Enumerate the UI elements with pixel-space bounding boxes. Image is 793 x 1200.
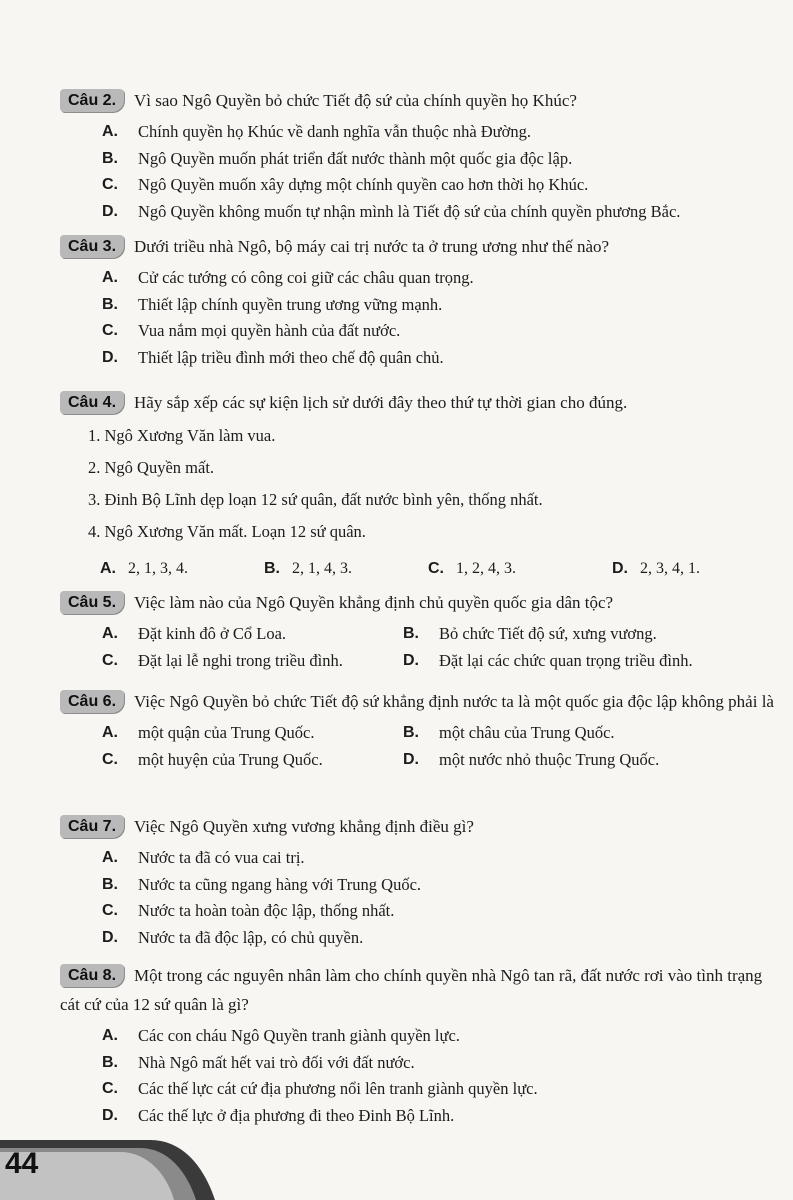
option-text: Chính quyền họ Khúc về danh nghĩa vẫn thuộc nhà Đường. bbox=[138, 122, 531, 141]
option-letter: B. bbox=[102, 149, 118, 167]
page-number-tab-shape bbox=[0, 1130, 260, 1200]
option-b[interactable] bbox=[60, 146, 779, 173]
option-text: Vua nắm mọi quyền hành của đất nước. bbox=[138, 321, 401, 340]
option-letter: C. bbox=[102, 750, 118, 768]
list-item: 4. Ngô Xương Văn mất. Loạn 12 sứ quân. bbox=[88, 522, 366, 541]
option-a[interactable] bbox=[60, 720, 403, 747]
option-letter: A. bbox=[102, 269, 118, 286]
question-5 bbox=[60, 588, 779, 674]
question-label: Câu 7. bbox=[60, 815, 124, 838]
option-c[interactable] bbox=[60, 898, 779, 925]
option-letter: C. bbox=[102, 176, 118, 193]
list-item: 3. Đinh Bộ Lĩnh dẹp loạn 12 sứ quân, đất nước bình yên, thống nhất. bbox=[88, 490, 543, 509]
option-text: 2, 1, 4, 3. bbox=[292, 560, 352, 577]
option-list bbox=[60, 1023, 779, 1129]
question-8 bbox=[60, 961, 779, 1129]
question-label: Câu 2. bbox=[60, 89, 124, 112]
option-letter: A. bbox=[102, 849, 118, 866]
option-list bbox=[60, 119, 779, 225]
option-letter: A. bbox=[102, 625, 118, 642]
option-list bbox=[60, 845, 779, 951]
option-letter: C. bbox=[102, 902, 118, 919]
option-text: một châu của Trung Quốc. bbox=[439, 723, 615, 742]
option-letter: D. bbox=[612, 560, 628, 577]
option-letter: B. bbox=[403, 625, 419, 642]
option-letter: D. bbox=[102, 202, 118, 220]
question-text: Việc Ngô Quyền bỏ chức Tiết độ sứ khẳng định nước ta là một quốc gia độc lập không phải là bbox=[134, 692, 774, 711]
option-d[interactable] bbox=[60, 345, 779, 372]
option-text: Ngô Quyền muốn phát triển đất nước thành một quốc gia độc lập. bbox=[138, 148, 573, 168]
option-d[interactable] bbox=[403, 648, 743, 675]
option-letter: A. bbox=[102, 724, 118, 741]
option-list bbox=[60, 621, 779, 674]
option-letter: D. bbox=[102, 928, 118, 946]
option-text: Ngô Quyền không muốn tự nhận mình là Tiết độ sứ của chính quyền phương Bắc. bbox=[138, 201, 681, 221]
option-b[interactable] bbox=[60, 1050, 779, 1077]
option-text: 2, 1, 3, 4. bbox=[128, 560, 188, 577]
option-d[interactable] bbox=[60, 199, 779, 226]
option-b[interactable] bbox=[264, 556, 428, 582]
option-b[interactable] bbox=[60, 292, 779, 319]
option-letter: B. bbox=[102, 1053, 118, 1071]
option-b[interactable] bbox=[403, 621, 743, 648]
option-text: Thiết lập chính quyền trung ương vững mạnh. bbox=[138, 294, 443, 314]
option-text: Các con cháu Ngô Quyền tranh giành quyền lực. bbox=[138, 1026, 460, 1045]
list-item: 2. Ngô Quyền mất. bbox=[88, 458, 215, 477]
list-item: 1. Ngô Xương Văn làm vua. bbox=[88, 426, 276, 445]
option-text: Đặt kinh đô ở Cổ Loa. bbox=[138, 624, 287, 643]
option-text: Các thế lực cát cứ địa phương nổi lên tranh giành quyền lực. bbox=[138, 1079, 538, 1098]
option-c[interactable] bbox=[60, 1076, 779, 1103]
option-a[interactable] bbox=[60, 621, 403, 648]
option-text: Nhà Ngô mất hết vai trò đối với đất nước. bbox=[138, 1052, 415, 1072]
option-letter: D. bbox=[102, 348, 118, 366]
option-d[interactable] bbox=[403, 747, 743, 774]
option-a[interactable] bbox=[60, 119, 779, 146]
option-text: một huyện của Trung Quốc. bbox=[138, 749, 323, 769]
option-letter: A. bbox=[102, 1027, 118, 1044]
option-c[interactable] bbox=[60, 172, 779, 199]
option-letter: C. bbox=[428, 560, 444, 577]
question-text: Một trong các nguyên nhân làm cho chính quyền nhà Ngô tan rã, đất nước rơi vào tình trạng cát cứ của 12 sứ quân là gì? bbox=[60, 966, 763, 1014]
option-letter: B. bbox=[264, 560, 280, 577]
option-text: Nước ta hoàn toàn độc lập, thống nhất. bbox=[138, 901, 395, 920]
option-c[interactable] bbox=[60, 648, 403, 675]
option-letter: C. bbox=[102, 651, 118, 669]
option-text: Đặt lại các chức quan trọng triều đình. bbox=[439, 650, 693, 670]
option-text: Nước ta đã độc lập, có chủ quyền. bbox=[138, 927, 364, 947]
question-text: Dưới triều nhà Ngô, bộ máy cai trị nước ta ở trung ương như thế nào? bbox=[134, 237, 610, 256]
option-c[interactable] bbox=[428, 556, 612, 582]
option-text: một quận của Trung Quốc. bbox=[138, 723, 315, 742]
option-d[interactable] bbox=[612, 556, 732, 582]
option-text: Thiết lập triều đình mới theo chế độ quân chủ. bbox=[138, 347, 444, 367]
question-label: Câu 3. bbox=[60, 235, 124, 258]
event-list bbox=[60, 420, 779, 548]
option-d[interactable] bbox=[60, 1103, 779, 1130]
option-list bbox=[60, 720, 779, 773]
option-text: Cử các tướng có công coi giữ các châu quan trọng. bbox=[138, 268, 474, 287]
option-text: 1, 2, 4, 3. bbox=[456, 560, 516, 577]
option-letter: D. bbox=[403, 651, 419, 669]
option-letter: D. bbox=[403, 750, 419, 768]
question-6 bbox=[60, 687, 779, 773]
option-letter: B. bbox=[403, 724, 419, 741]
option-list bbox=[60, 556, 779, 582]
option-a[interactable] bbox=[60, 1023, 779, 1050]
option-text: 2, 3, 4, 1. bbox=[640, 560, 700, 577]
option-letter: C. bbox=[102, 1080, 118, 1097]
option-list bbox=[60, 265, 779, 371]
option-letter: C. bbox=[102, 322, 118, 339]
question-text: Hãy sắp xếp các sự kiện lịch sử dưới đây theo thứ tự thời gian cho đúng. bbox=[134, 393, 628, 412]
question-text: Việc Ngô Quyền xưng vương khẳng định điều gì? bbox=[134, 817, 474, 836]
option-letter: B. bbox=[102, 295, 118, 313]
question-text: Vì sao Ngô Quyền bỏ chức Tiết độ sứ của chính quyền họ Khúc? bbox=[134, 91, 577, 110]
option-text: Đặt lại lễ nghi trong triều đình. bbox=[138, 650, 343, 670]
question-label: Câu 5. bbox=[60, 591, 124, 614]
option-d[interactable] bbox=[60, 925, 779, 952]
option-text: Nước ta cũng ngang hàng với Trung Quốc. bbox=[138, 874, 422, 894]
question-2 bbox=[60, 86, 779, 225]
option-b[interactable] bbox=[60, 872, 779, 899]
option-text: Các thế lực ở địa phương đi theo Đinh Bộ Lĩnh. bbox=[138, 1105, 455, 1125]
option-a[interactable] bbox=[100, 556, 264, 582]
option-b[interactable] bbox=[403, 720, 743, 747]
option-c[interactable] bbox=[60, 747, 403, 774]
option-a[interactable] bbox=[60, 265, 779, 292]
option-text: Nước ta đã có vua cai trị. bbox=[138, 848, 305, 867]
page-number: 44 bbox=[5, 1147, 39, 1180]
option-c[interactable] bbox=[60, 318, 779, 345]
option-letter: D. bbox=[102, 1106, 118, 1124]
question-text: Việc làm nào của Ngô Quyền khẳng định chủ quyền quốc gia dân tộc? bbox=[134, 593, 614, 612]
option-text: Bỏ chức Tiết độ sứ, xưng vương. bbox=[439, 624, 657, 643]
question-label: Câu 8. bbox=[60, 964, 124, 987]
option-text: Ngô Quyền muốn xây dựng một chính quyền cao hơn thời họ Khúc. bbox=[138, 175, 589, 194]
option-letter: A. bbox=[102, 123, 118, 140]
option-letter: A. bbox=[100, 560, 116, 577]
option-a[interactable] bbox=[60, 845, 779, 872]
question-3 bbox=[60, 232, 779, 371]
question-label: Câu 6. bbox=[60, 690, 124, 713]
question-label: Câu 4. bbox=[60, 391, 124, 414]
option-letter: B. bbox=[102, 875, 118, 893]
question-7 bbox=[60, 812, 779, 951]
option-text: một nước nhỏ thuộc Trung Quốc. bbox=[439, 749, 660, 769]
question-4 bbox=[60, 388, 779, 582]
